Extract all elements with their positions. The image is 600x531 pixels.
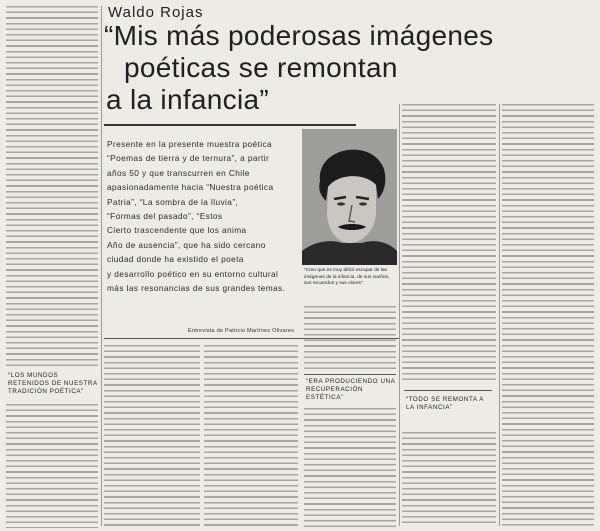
- intro-line: Patria”, “La sombra de la lluvia”,: [107, 196, 239, 207]
- headline-line-2: poéticas se remontan: [124, 52, 398, 83]
- column-rule: [399, 104, 400, 526]
- column-rule: [499, 104, 500, 526]
- intro-line: Cierto trascendente que los anima: [107, 225, 247, 236]
- headline: [104, 20, 524, 116]
- middle-left-text-column: [104, 345, 200, 527]
- intro-line: más las resonancias de sus grandes temas.: [107, 283, 286, 294]
- portrait-illustration: [302, 129, 397, 265]
- photo-caption: “Creo que es muy difícil escapar de las imágenes de la infancia, de sus sueños, sus recuerdos y sus olores”.: [304, 268, 390, 286]
- interview-credit: Entrevista de Patricio Martínez Olivares: [188, 328, 295, 334]
- right-middle-text-column: [402, 104, 496, 384]
- headline-rule: [104, 124, 356, 126]
- photo-side-text-column: [304, 306, 396, 370]
- intro-line: apasionadamente hacia “Nuestra poética: [107, 182, 274, 193]
- right-middle-lower-text-column: [402, 432, 496, 527]
- column-rule: [101, 6, 102, 526]
- intro-line: “Formas del pasado”, “Estos: [107, 211, 223, 222]
- left-text-column: [6, 6, 98, 368]
- headline-line-1: “Mis más poderosas imágenes: [104, 20, 494, 51]
- subhead-right: “TODO SE REMONTA A LA INFANCIA”: [406, 396, 484, 411]
- intro-line: ciudad donde ha existido el poeta: [107, 254, 244, 265]
- subhead-middle: “ERA PRODUCIENDO UNA RECUPERACIÓN ESTÉTICA”: [306, 378, 396, 401]
- headline-line-3: a la infancia”: [106, 84, 269, 115]
- intro-line: y desarrollo poético en su entorno cultural: [107, 268, 279, 279]
- right-subhead-rule-top: [404, 390, 492, 391]
- middle-subhead-rule-top: [304, 374, 396, 375]
- middle-lower-text-column: [304, 408, 396, 527]
- center-text-column: [204, 345, 298, 527]
- author-name: Waldo Rojas: [108, 4, 204, 21]
- intro-line: “Poemas de tierra y de ternura”, a partir: [107, 153, 270, 164]
- author-photo: [302, 129, 397, 265]
- subhead-left: “LOS MUNDOS RETENIDOS DE NUESTRA TRADICIÓN POÉTICA”: [8, 372, 98, 395]
- intro-line: Año de ausencia”, que ha sido cercano: [107, 239, 266, 250]
- left-lower-text-column: [6, 404, 98, 528]
- far-right-text-column: [502, 104, 594, 526]
- intro-paragraph: [107, 137, 325, 295]
- intro-line: Presente en la presente muestra poética: [107, 139, 273, 149]
- intro-line: años 50 y que transcurren en Chile: [107, 167, 250, 178]
